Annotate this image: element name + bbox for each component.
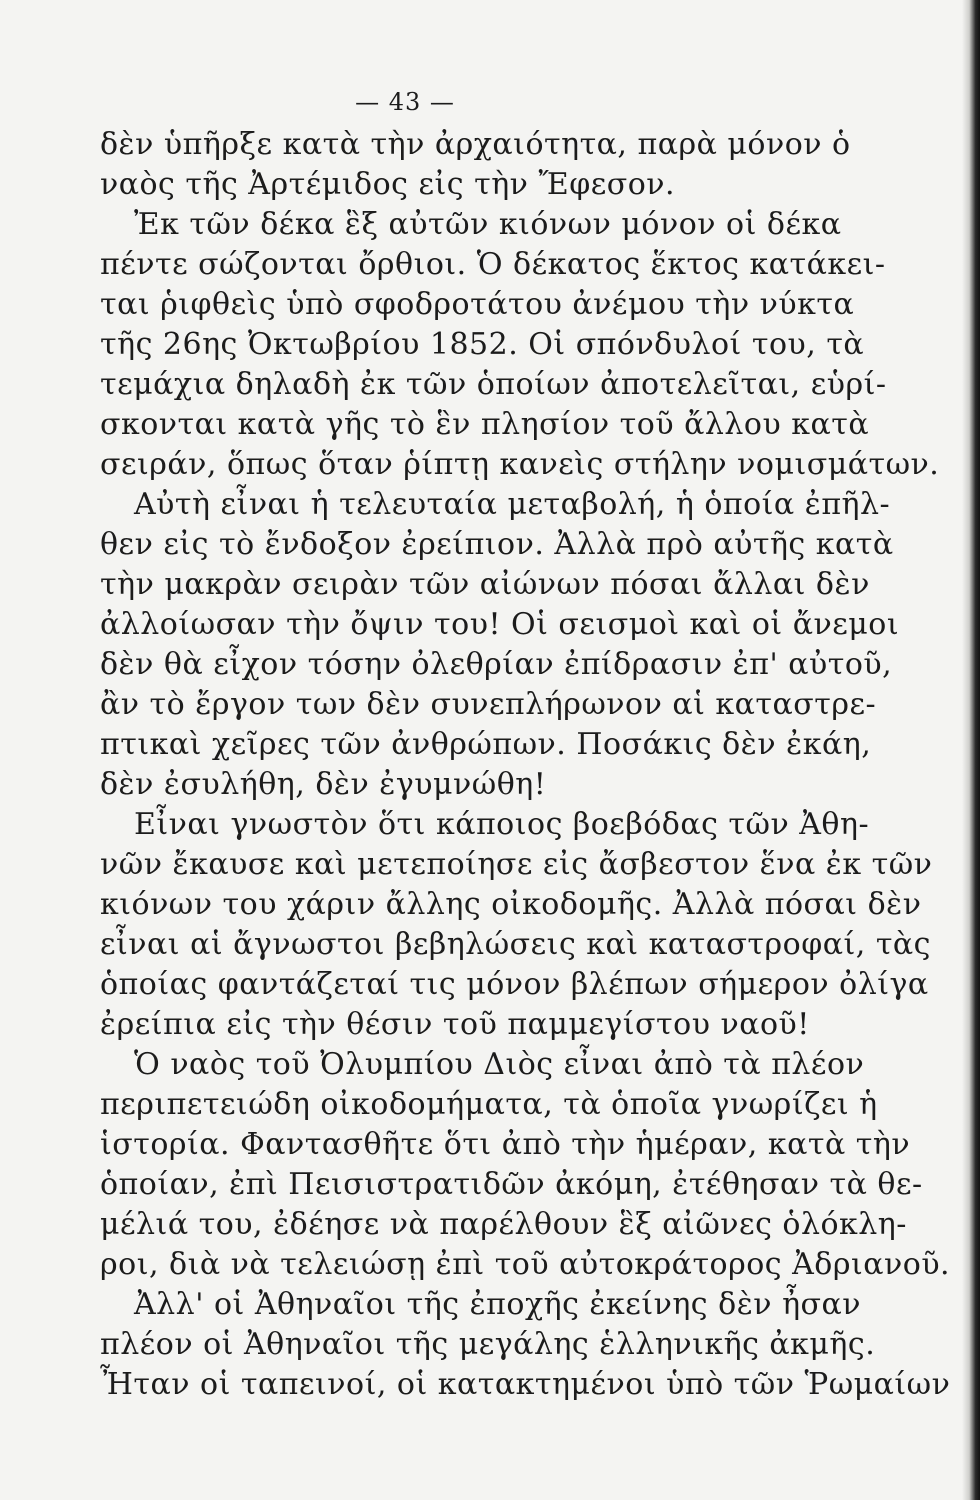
text-line: δὲν ἐσυλήθη, δὲν ἐγυμνώθη! <box>100 767 547 802</box>
text-line: περιπετειώδη οἰκοδομήματα, τὰ ὁποῖα γνωρίζει ἡ <box>100 1087 878 1122</box>
text-line: πτικαὶ χεῖρες τῶν ἀνθρώπων. Ποσάκις δὲν ἐκάη, <box>100 727 872 762</box>
text-line: δὲν θὰ εἶχον τόσην ὀλεθρίαν ἐπίδρασιν ἐπ' αὐτοῦ, <box>100 647 893 682</box>
text-line: πέντε σώζονται ὄρθιοι. Ὁ δέκατος ἕκτος κατάκει- <box>100 247 886 282</box>
text-line: νῶν ἔκαυσε καὶ μετεποίησε εἰς ἄσβεστον ἕνα ἐκ τῶν <box>100 847 933 882</box>
text-line: Ἐκ τῶν δέκα ἓξ αὐτῶν κιόνων μόνον οἱ δέκα <box>134 207 842 242</box>
text-line: ἱστορία. Φαντασθῆτε ὅτι ἀπὸ τὴν ἡμέραν, κατὰ τὴν <box>100 1127 911 1162</box>
page-number: — 43 — <box>355 88 455 116</box>
text-line: ται ῥιφθεὶς ὑπὸ σφοδροτάτου ἀνέμου τὴν νύκτα <box>100 287 855 322</box>
text-line: κιόνων του χάριν ἄλλης οἰκοδομῆς. Ἀλλὰ πόσαι δὲν <box>100 887 922 922</box>
text-line: Αὐτὴ εἶναι ἡ τελευταία μεταβολή, ἡ ὁποία ἐπῆλ- <box>134 487 891 522</box>
text-line: πλέον οἱ Ἀθηναῖοι τῆς μεγάλης ἑλληνικῆς ἀκμῆς. <box>100 1327 876 1362</box>
text-line: Ὁ ναὸς τοῦ Ὀλυμπίου Διὸς εἶναι ἀπὸ τὰ πλέον <box>134 1047 865 1082</box>
text-line: ὁποίας φαντάζεταί τις μόνον βλέπων σήμερον ὀλίγα <box>100 967 929 1002</box>
text-line: σειράν, ὅπως ὅταν ῥίπτῃ κανεὶς στήλην νομισμάτων. <box>100 447 940 482</box>
text-line: ἂν τὸ ἔργον των δὲν συνεπλήρωνον αἱ καταστρε- <box>100 687 877 722</box>
text-line: ἀλλοίωσαν τὴν ὄψιν του! Οἱ σεισμοὶ καὶ οἱ ἄνεμοι <box>100 607 900 642</box>
text-line: δὲν ὑπῆρξε κατὰ τὴν ἀρχαιότητα, παρὰ μόνον ὁ <box>100 127 851 162</box>
text-line: Εἶναι γνωστὸν ὅτι κάποιος βοεβόδας τῶν Ἀθη- <box>134 807 870 842</box>
text-line: μέλιά του, ἐδέησε νὰ παρέλθουν ἓξ αἰῶνες ὁλόκλη- <box>100 1207 907 1242</box>
body-text <box>100 125 951 1405</box>
text-line: Ἀλλ' οἱ Ἀθηναῖοι τῆς ἐποχῆς ἐκείνης δὲν ἦσαν <box>134 1287 862 1322</box>
text-line: ροι, διὰ νὰ τελειώσῃ ἐπὶ τοῦ αὐτοκράτορος Ἀδριανοῦ. <box>100 1247 951 1282</box>
text-line: θεν εἰς τὸ ἔνδοξον ἐρείπιον. Ἀλλὰ πρὸ αὐτῆς κατὰ <box>100 527 894 562</box>
text-line: τὴν μακρὰν σειρὰν τῶν αἰώνων πόσαι ἄλλαι δὲν <box>100 567 870 602</box>
text-line: ναὸς τῆς Ἀρτέμιδος εἰς τὴν Ἔφεσον. <box>100 167 676 202</box>
text-line: ὁποίαν, ἐπὶ Πεισιστρατιδῶν ἀκόμη, ἐτέθησαν τὰ θε- <box>100 1167 923 1202</box>
text-line: σκονται κατὰ γῆς τὸ ἓν πλησίον τοῦ ἄλλου κατὰ <box>100 407 870 442</box>
text-line: εἶναι αἱ ἄγνωστοι βεβηλώσεις καὶ καταστροφαί, τὰς <box>100 927 931 962</box>
text-line: τεμάχια δηλαδὴ ἐκ τῶν ὁποίων ἀποτελεῖται, εὑρί- <box>100 367 887 402</box>
text-line: Ἦταν οἱ ταπεινοί, οἱ κατακτημένοι ὑπὸ τῶν Ῥωμαίων <box>100 1367 951 1402</box>
text-line: τῆς 26ης Ὀκτωβρίου 1852. Οἱ σπόνδυλοί του, τὰ <box>100 327 865 362</box>
text-line: ἐρείπια εἰς τὴν θέσιν τοῦ παμμεγίστου ναοῦ! <box>100 1007 810 1042</box>
page-edge-shadow <box>962 0 980 1500</box>
